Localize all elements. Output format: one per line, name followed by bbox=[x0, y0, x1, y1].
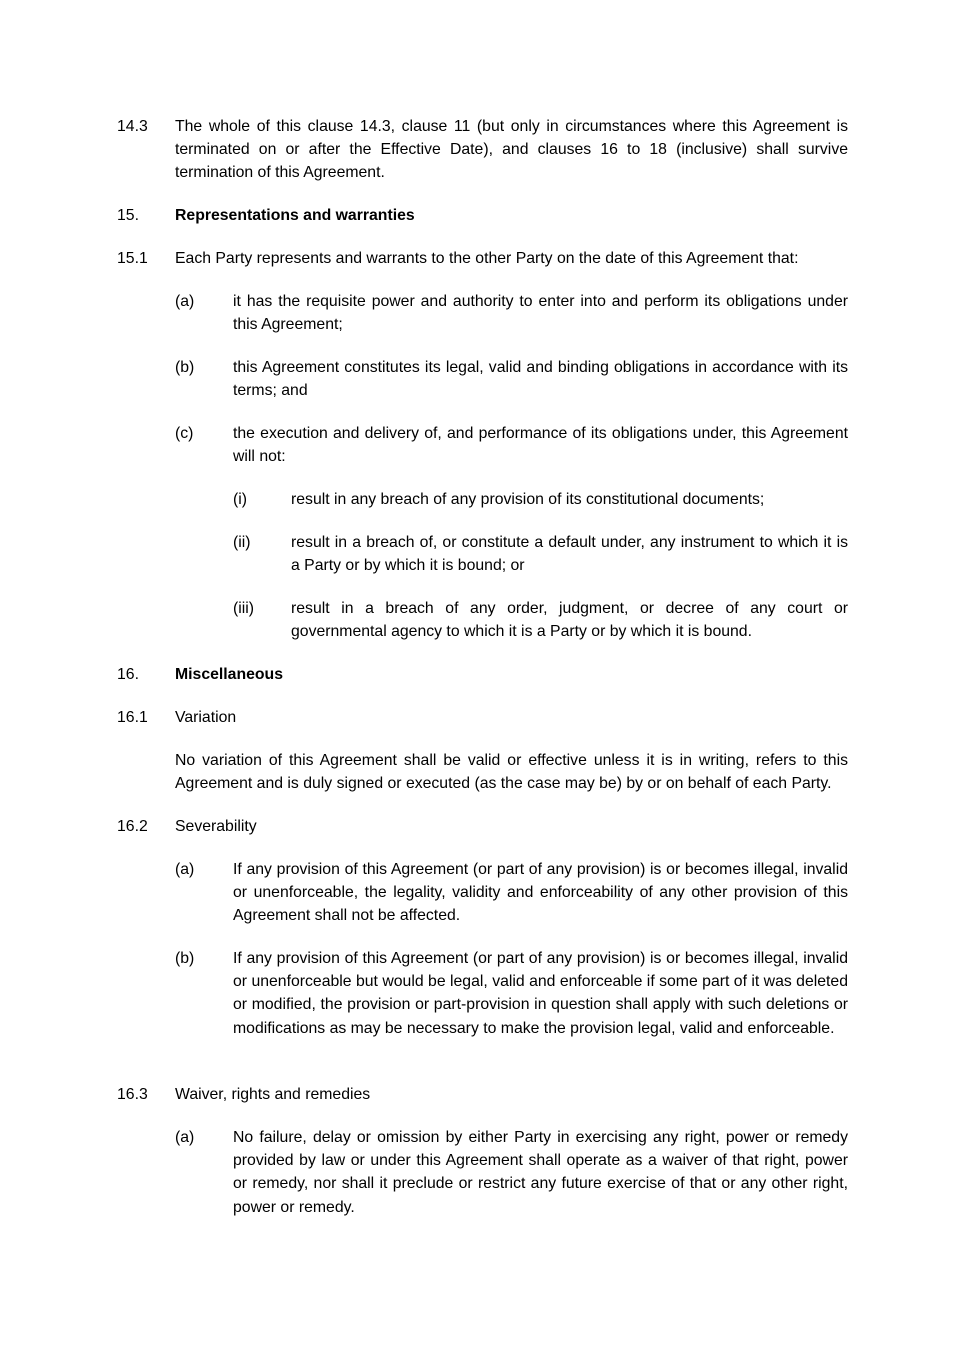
clause-text: The whole of this clause 14.3, clause 11 (but only in circumstances where this Agreement is terminated on or after the Effective Date), and clauses 16 to 18 (inclusive) shall survive termination of this Agreement. bbox=[175, 118, 848, 182]
item-text: result in a breach of, or constitute a default under, any instrument to which it is a Party or by which it is bound; or bbox=[291, 534, 848, 575]
clause-15-1-b bbox=[175, 356, 848, 402]
clause-16-2-a bbox=[175, 858, 848, 928]
item-text: result in a breach of any order, judgment, or decree of any court or governmental agency to which it is a Party or by which it is bound. bbox=[291, 600, 848, 641]
clause-number: 16.1 bbox=[117, 709, 148, 726]
clause-15-1-a bbox=[175, 290, 848, 336]
section-16-heading bbox=[117, 663, 848, 686]
section-15-heading bbox=[117, 204, 848, 227]
item-number: (a) bbox=[175, 861, 195, 878]
clause-16-1 bbox=[117, 706, 848, 729]
clause-number: 16.3 bbox=[117, 1086, 148, 1103]
clause-16-3-a bbox=[175, 1126, 848, 1219]
section-number: 15. bbox=[117, 207, 139, 224]
item-number: (a) bbox=[175, 1129, 195, 1146]
item-number: (i) bbox=[233, 491, 248, 508]
item-text: the execution and delivery of, and performance of its obligations under, this Agreement will not: bbox=[233, 425, 848, 466]
clause-15-1-c-iii bbox=[233, 597, 848, 643]
clause-16-1-text: No variation of this Agreement shall be valid or effective unless it is in writing, refers to this Agreement and is duly signed or executed (as the case may be) by or on behalf of each Party. bbox=[175, 752, 848, 793]
item-number: (a) bbox=[175, 293, 195, 310]
item-text: If any provision of this Agreement (or part of any provision) is or becomes illegal, invalid or unenforceable but would be legal, valid and enforceable if some part of it was deleted or modified, the provision or part-provision in question shall apply with such deletions or modifications as may be necessary to make the provision legal, valid and enforceable. bbox=[233, 950, 848, 1037]
clause-text: Each Party represents and warrants to the other Party on the date of this Agreement that: bbox=[175, 250, 799, 267]
clause-16-3 bbox=[117, 1083, 848, 1106]
clause-number: 15.1 bbox=[117, 250, 148, 267]
clause-number: 16.2 bbox=[117, 818, 148, 835]
item-text: If any provision of this Agreement (or part of any provision) is or becomes illegal, invalid or unenforceable, the legality, validity and enforceability of any other provision of this Agreement shall not be affected. bbox=[233, 861, 848, 925]
item-number: (c) bbox=[175, 425, 194, 442]
item-text: No failure, delay or omission by either Party in exercising any right, power or remedy provided by law or under this Agreement shall operate as a waiver of that right, power or remedy, nor shall it preclude or restrict any future exercise of that or any other right, power or remedy. bbox=[233, 1129, 848, 1216]
item-number: (iii) bbox=[233, 600, 255, 617]
clause-number: 14.3 bbox=[117, 118, 148, 135]
clause-15-1-c-i bbox=[233, 488, 848, 511]
item-text: this Agreement constitutes its legal, valid and binding obligations in accordance with its terms; and bbox=[233, 359, 848, 400]
clause-heading: Waiver, rights and remedies bbox=[175, 1086, 371, 1103]
clause-15-1-c-ii bbox=[233, 531, 848, 577]
clause-15-1-c bbox=[175, 422, 848, 468]
clause-16-2-b bbox=[175, 947, 848, 1040]
item-number: (ii) bbox=[233, 534, 251, 551]
section-title: Miscellaneous bbox=[175, 666, 283, 683]
item-number: (b) bbox=[175, 359, 195, 376]
section-number: 16. bbox=[117, 666, 139, 683]
clause-heading: Severability bbox=[175, 818, 257, 835]
clause-16-2 bbox=[117, 815, 848, 838]
clause-15-1 bbox=[117, 247, 848, 270]
item-text: it has the requisite power and authority to enter into and perform its obligations under this Agreement; bbox=[233, 293, 848, 334]
clause-14-3 bbox=[117, 115, 848, 185]
item-text: result in any breach of any provision of its constitutional documents; bbox=[291, 491, 765, 508]
section-title: Representations and warranties bbox=[175, 207, 415, 224]
clause-heading: Variation bbox=[175, 709, 237, 726]
item-number: (b) bbox=[175, 950, 195, 967]
